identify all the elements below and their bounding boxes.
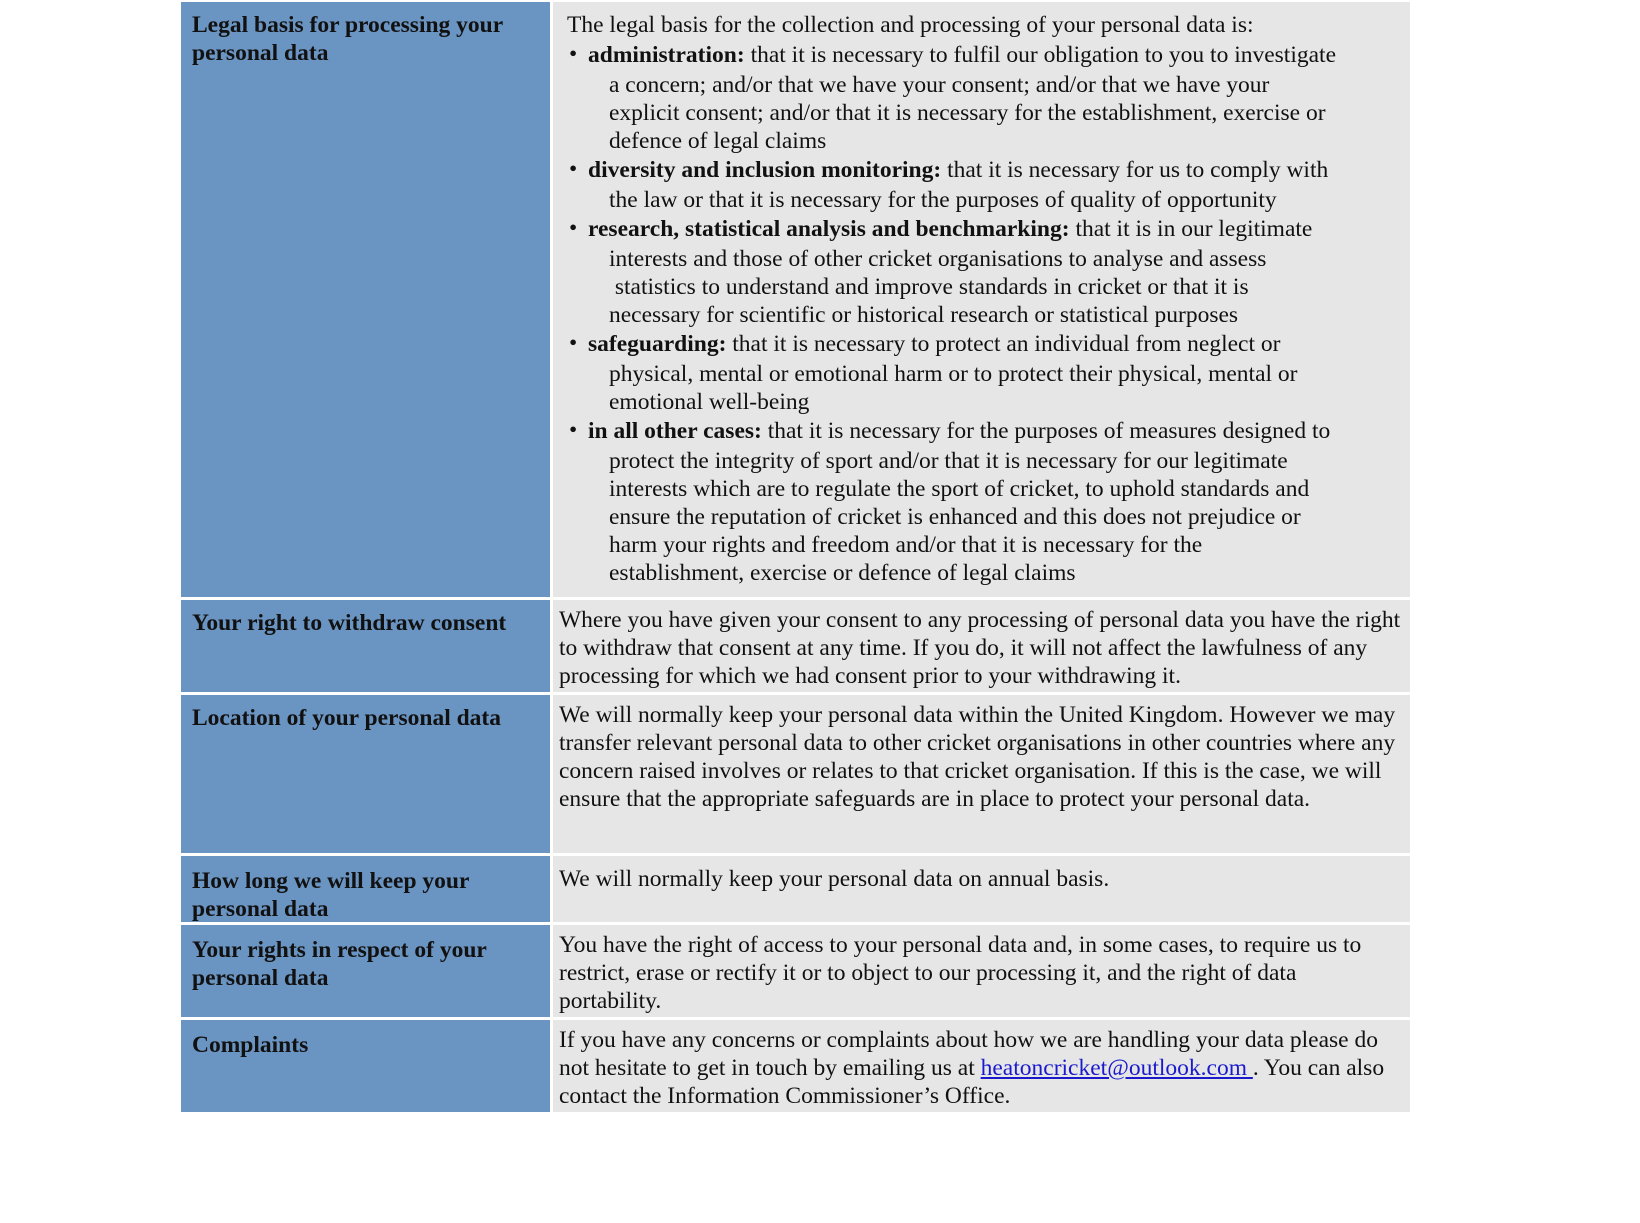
bullet-icon: • xyxy=(569,156,578,182)
bullet-item xyxy=(567,329,1404,416)
bullet-first-line xyxy=(588,155,1404,186)
row-content: We will normally keep your personal data on annual basis. xyxy=(553,856,1410,922)
bullet-text: that it is necessary for the purposes of measures designed to xyxy=(761,418,1331,444)
bullet-continuation-line: interests and those of other cricket organisations to analyse and assess xyxy=(609,246,1267,272)
row-content xyxy=(553,2,1410,597)
bullet-icon: • xyxy=(569,41,578,67)
row-label: Your right to withdraw consent xyxy=(181,600,550,692)
row-label: How long we will keep your personal data xyxy=(181,856,550,922)
bullet-term: research, statistical analysis and benchmarking: xyxy=(588,216,1070,242)
bullet-text: that it is necessary to protect an individual from neglect or xyxy=(726,331,1281,357)
bullet-icon: • xyxy=(569,417,578,443)
row-your-rights xyxy=(181,925,1410,1017)
bullet-item xyxy=(567,214,1404,329)
bullet-continuation-line: a concern; and/or that we have your consent; and/or that we have your xyxy=(609,72,1270,98)
bullet-continuation-line: protect the integrity of sport and/or that it is necessary for our legitimate xyxy=(609,448,1288,474)
bullet-continuation-line: defence of legal claims xyxy=(609,128,827,154)
bullet-item xyxy=(567,416,1404,587)
bullet-text: that it is necessary for us to comply with xyxy=(941,157,1329,183)
row-retention xyxy=(181,856,1410,922)
bullet-item xyxy=(567,155,1404,214)
bullet-continuation-line: interests which are to regulate the sport of cricket, to uphold standards and xyxy=(609,476,1310,502)
bullet-continuation-line: statistics to understand and improve standards in cricket or that it is xyxy=(609,274,1249,300)
bullet-continuation-line: the law or that it is necessary for the purposes of quality of opportunity xyxy=(609,187,1277,213)
bullet-continuation-line: necessary for scientific or historical research or statistical purposes xyxy=(609,302,1239,328)
complaints-text-before: If you have any concerns or complaints about how we are handling your data please do not hesitate to get in touch by emailing us at xyxy=(559,1027,1378,1081)
bullet-icon: • xyxy=(569,215,578,241)
email-link[interactable]: heatoncricket@outlook.com xyxy=(980,1055,1253,1081)
bullet-continuation-line: establishment, exercise or defence of legal claims xyxy=(609,560,1076,586)
row-label: Location of your personal data xyxy=(181,695,550,853)
bullet-first-line xyxy=(588,40,1404,71)
row-complaints xyxy=(181,1020,1410,1112)
row-label: Complaints xyxy=(181,1020,550,1112)
bullet-term: diversity and inclusion monitoring: xyxy=(588,157,942,183)
row-content: Where you have given your consent to any processing of personal data you have the right to withdraw that consent at any time. If you do, it will not affect the lawfulness of any processing for which we had consent prior to your withdrawing it. xyxy=(553,600,1410,692)
bullet-list xyxy=(567,40,1404,587)
bullet-continuation-line: explicit consent; and/or that it is necessary for the establishment, exercise or xyxy=(609,100,1326,126)
bullet-term: safeguarding: xyxy=(588,331,727,357)
bullet-text: that it is necessary to fulfil our obligation to you to investigate xyxy=(744,42,1336,68)
row-content xyxy=(553,1020,1410,1112)
row-label: Your rights in respect of your personal data xyxy=(181,925,550,1017)
row-withdraw-consent xyxy=(181,600,1410,692)
complaints-text-after: . You can also contact the Information Commissioner’s Office. xyxy=(559,1055,1385,1109)
row-content: You have the right of access to your personal data and, in some cases, to require us to restrict, erase or rectify it or to object to our processing it, and the right of data portability. xyxy=(553,925,1410,1017)
row-label: Legal basis for processing your personal data xyxy=(181,2,550,597)
bullet-continuation-line: physical, mental or emotional harm or to protect their physical, mental or xyxy=(609,361,1298,387)
bullet-first-line xyxy=(588,214,1404,245)
bullet-first-line xyxy=(588,416,1404,447)
bullet-first-line xyxy=(588,329,1404,360)
bullet-term: in all other cases: xyxy=(588,418,762,444)
bullet-term: administration: xyxy=(588,42,745,68)
bullet-continuation-line: emotional well-being xyxy=(609,389,810,415)
bullet-item xyxy=(567,40,1404,155)
bullet-continuation-line: harm your rights and freedom and/or that it is necessary for the xyxy=(609,532,1203,558)
row-location xyxy=(181,695,1410,853)
bullet-text: that it is in our legitimate xyxy=(1069,216,1313,242)
row-content: We will normally keep your personal data within the United Kingdom. However we may transfer relevant personal data to other cricket organisations in other countries where any concern raised involves or relates to that cricket organisation. If this is the case, we will ensure that the appropriate safeguards are in place to protect your personal data. xyxy=(553,695,1410,853)
row-legal-basis xyxy=(181,2,1410,597)
bullet-continuation-line: ensure the reputation of cricket is enhanced and this does not prejudice or xyxy=(609,504,1301,530)
intro-text: The legal basis for the collection and processing of your personal data is: xyxy=(567,12,1254,38)
bullet-icon: • xyxy=(569,330,578,356)
